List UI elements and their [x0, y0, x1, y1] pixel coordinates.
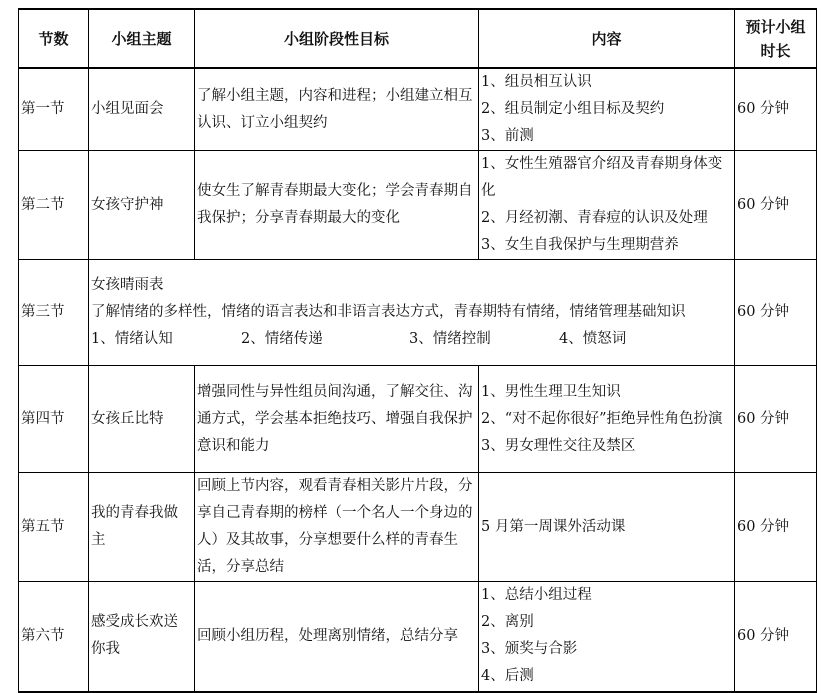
content-item: 2、情绪传递 — [241, 331, 323, 347]
goal-cell: 回顾小组历程，处理离别情绪，总结分享 — [195, 582, 479, 692]
header-section: 节数 — [19, 9, 89, 68]
content-item: 3、前测 — [481, 128, 534, 144]
header-duration — [735, 9, 817, 68]
header-goal: 小组阶段性目标 — [195, 9, 479, 68]
theme-cell: 感受成长欢送你我 — [89, 582, 195, 692]
section-cell: 第五节 — [19, 473, 89, 582]
theme-cell: 小组见面会 — [89, 68, 195, 151]
content-cell — [479, 68, 735, 151]
table-row — [19, 366, 817, 473]
goal-text: 了解情绪的多样性，情绪的语言表达和非语言表达方式，青春期特有情绪，情绪管理基础知识 — [91, 304, 686, 320]
duration-cell: 60 分钟 — [735, 260, 817, 366]
goal-cell: 增强同性与异性组员间沟通，了解交往、沟通方式，学会基本拒绝技巧、增强自我保护意识和能力 — [195, 366, 479, 473]
header-content: 内容 — [479, 9, 735, 68]
content-list — [91, 326, 732, 353]
content-cell — [479, 582, 735, 692]
goal-cell: 使女生了解青春期最大变化；学会青春期自我保护；分享青春期最大的变化 — [195, 151, 479, 260]
content-cell — [479, 366, 735, 473]
table-row — [19, 260, 817, 366]
content-item: 4、愤怒词 — [559, 331, 627, 347]
table-row — [19, 473, 817, 582]
duration-cell: 60 分钟 — [735, 582, 817, 692]
section-cell: 第二节 — [19, 151, 89, 260]
theme-text: 女孩晴雨表 — [91, 277, 164, 293]
content-item: 1、总结小组过程 — [481, 587, 592, 604]
table-header-row — [19, 9, 817, 68]
content-item: 1、情绪认知 — [91, 331, 173, 347]
content-item: 2、“对不起你很好”拒绝异性角色扮演 — [481, 410, 723, 427]
section-cell: 第一节 — [19, 68, 89, 151]
duration-cell: 60 分钟 — [735, 366, 817, 473]
content-cell — [479, 151, 735, 260]
duration-cell: 60 分钟 — [735, 151, 817, 260]
section-cell: 第六节 — [19, 582, 89, 692]
merged-cell — [89, 260, 735, 366]
content-item: 4、后测 — [481, 668, 534, 685]
goal-cell: 回顾上节内容，观看青春相关影片片段，分享自己青春期的榜样（一个名人一个身边的人）及其故事，分享想要什么样的青春生活，分享总结 — [195, 473, 479, 582]
goal-cell: 了解小组主题，内容和进程；小组建立相互认识、订立小组契约 — [195, 68, 479, 151]
content-item: 5 月第一周课外活动课 — [481, 518, 626, 535]
content-item: 2、组员制定小组目标及契约 — [481, 101, 665, 117]
content-item: 1、女性生殖器官介绍及青春期身体变化 — [481, 156, 723, 199]
content-item: 2、离别 — [481, 614, 534, 631]
theme-cell: 女孩守护神 — [89, 151, 195, 260]
content-cell — [479, 473, 735, 582]
theme-cell: 我的青春我做主 — [89, 473, 195, 582]
table-row — [19, 582, 817, 692]
table-row — [19, 68, 817, 151]
duration-cell: 60 分钟 — [735, 68, 817, 151]
header-theme: 小组主题 — [89, 9, 195, 68]
content-item: 1、组员相互认识 — [481, 74, 592, 90]
duration-cell: 60 分钟 — [735, 473, 817, 582]
table-row — [19, 151, 817, 260]
content-item: 3、男女理性交往及禁区 — [481, 437, 636, 454]
theme-cell: 女孩丘比特 — [89, 366, 195, 473]
header-duration-line2: 时长 — [760, 41, 791, 60]
section-cell: 第三节 — [19, 260, 89, 366]
content-item: 3、颁奖与合影 — [481, 641, 578, 658]
section-cell: 第四节 — [19, 366, 89, 473]
content-item: 3、女生自我保护与生理期营养 — [481, 237, 679, 253]
content-item: 3、情绪控制 — [409, 331, 491, 347]
content-item: 1、男性生理卫生知识 — [481, 383, 621, 400]
group-plan-table — [18, 8, 817, 693]
header-duration-line1: 预计小组 — [745, 17, 806, 36]
content-item: 2、月经初潮、青春痘的认识及处理 — [481, 210, 708, 226]
